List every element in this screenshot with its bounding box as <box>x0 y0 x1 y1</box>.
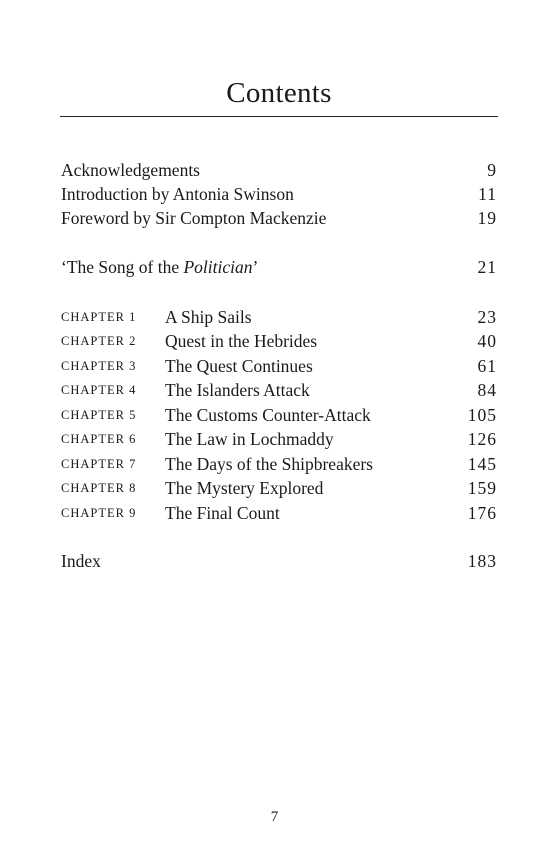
toc-page-number: 105 <box>467 405 497 425</box>
toc-entry-chapter-1[interactable] <box>61 305 497 329</box>
song-title-suffix: ’ <box>252 257 259 277</box>
chapter-title: Quest in the Hebrides <box>165 331 318 351</box>
toc-page-number: 126 <box>467 429 497 449</box>
chapter-title: A Ship Sails <box>165 307 252 327</box>
page-title: Contents <box>226 77 332 109</box>
chapter-number: CHAPTER 5 <box>61 408 137 422</box>
toc-entry-introduction[interactable] <box>61 182 497 206</box>
chapter-number: CHAPTER 1 <box>61 310 137 324</box>
toc-entry-label: Introduction by Antonia Swinson <box>61 184 294 204</box>
toc-page-number: 23 <box>477 307 497 327</box>
toc-page-number: 145 <box>467 454 497 474</box>
page-number-footer: 7 <box>270 809 279 825</box>
toc-page-number: 176 <box>467 503 497 523</box>
chapter-title: The Quest Continues <box>165 356 313 376</box>
chapter-title: The Days of the Shipbreakers <box>165 454 373 474</box>
toc-entry-label <box>61 255 258 279</box>
chapter-number: CHAPTER 8 <box>61 481 137 495</box>
toc-page-number: 61 <box>477 356 497 376</box>
toc-entry-label: Acknowledgements <box>61 160 200 180</box>
song-title-prefix: ‘The Song of the <box>61 257 184 277</box>
toc-entry-foreword[interactable] <box>61 206 497 230</box>
toc-page-number: 183 <box>467 551 497 571</box>
chapter-number: CHAPTER 9 <box>61 506 137 520</box>
toc-entry-chapter-4[interactable] <box>61 378 497 402</box>
toc-page-number: 159 <box>467 478 497 498</box>
song-title-italic: Politician <box>183 257 253 277</box>
toc-page-number: 9 <box>487 160 497 180</box>
chapter-title: The Final Count <box>165 503 280 523</box>
toc-entry-chapter-2[interactable] <box>61 329 497 353</box>
chapter-number: CHAPTER 4 <box>61 383 137 397</box>
toc-entry-index[interactable] <box>61 549 497 573</box>
toc-entry-chapter-6[interactable] <box>61 427 497 451</box>
toc-entry-label: Foreword by Sir Compton Mackenzie <box>61 208 327 228</box>
toc-page-number: 19 <box>477 208 497 228</box>
toc-entry-chapter-8[interactable] <box>61 476 497 500</box>
toc-page-number: 84 <box>477 380 497 400</box>
toc-page-number: 40 <box>477 331 497 351</box>
toc-entry-chapter-9[interactable] <box>61 501 497 525</box>
toc-entry-chapter-7[interactable] <box>61 452 497 476</box>
chapter-number: CHAPTER 2 <box>61 334 137 348</box>
chapter-number: CHAPTER 7 <box>61 457 137 471</box>
toc-entry-acknowledgements[interactable] <box>61 158 497 182</box>
chapter-number: CHAPTER 3 <box>61 359 137 373</box>
toc-entry-chapter-3[interactable] <box>61 354 497 378</box>
chapter-title: The Islanders Attack <box>165 380 310 400</box>
chapter-number: CHAPTER 6 <box>61 432 137 446</box>
toc-entry-label: Index <box>61 551 101 571</box>
toc-entry-chapter-5[interactable] <box>61 403 497 427</box>
chapter-title: The Mystery Explored <box>165 478 324 498</box>
toc-entry-song[interactable] <box>61 255 497 279</box>
toc-page-number: 21 <box>477 257 497 277</box>
toc-page-number: 11 <box>478 184 497 204</box>
chapter-title: The Customs Counter-Attack <box>165 405 371 425</box>
chapter-title: The Law in Lochmaddy <box>165 429 334 449</box>
title-rule <box>60 116 498 117</box>
